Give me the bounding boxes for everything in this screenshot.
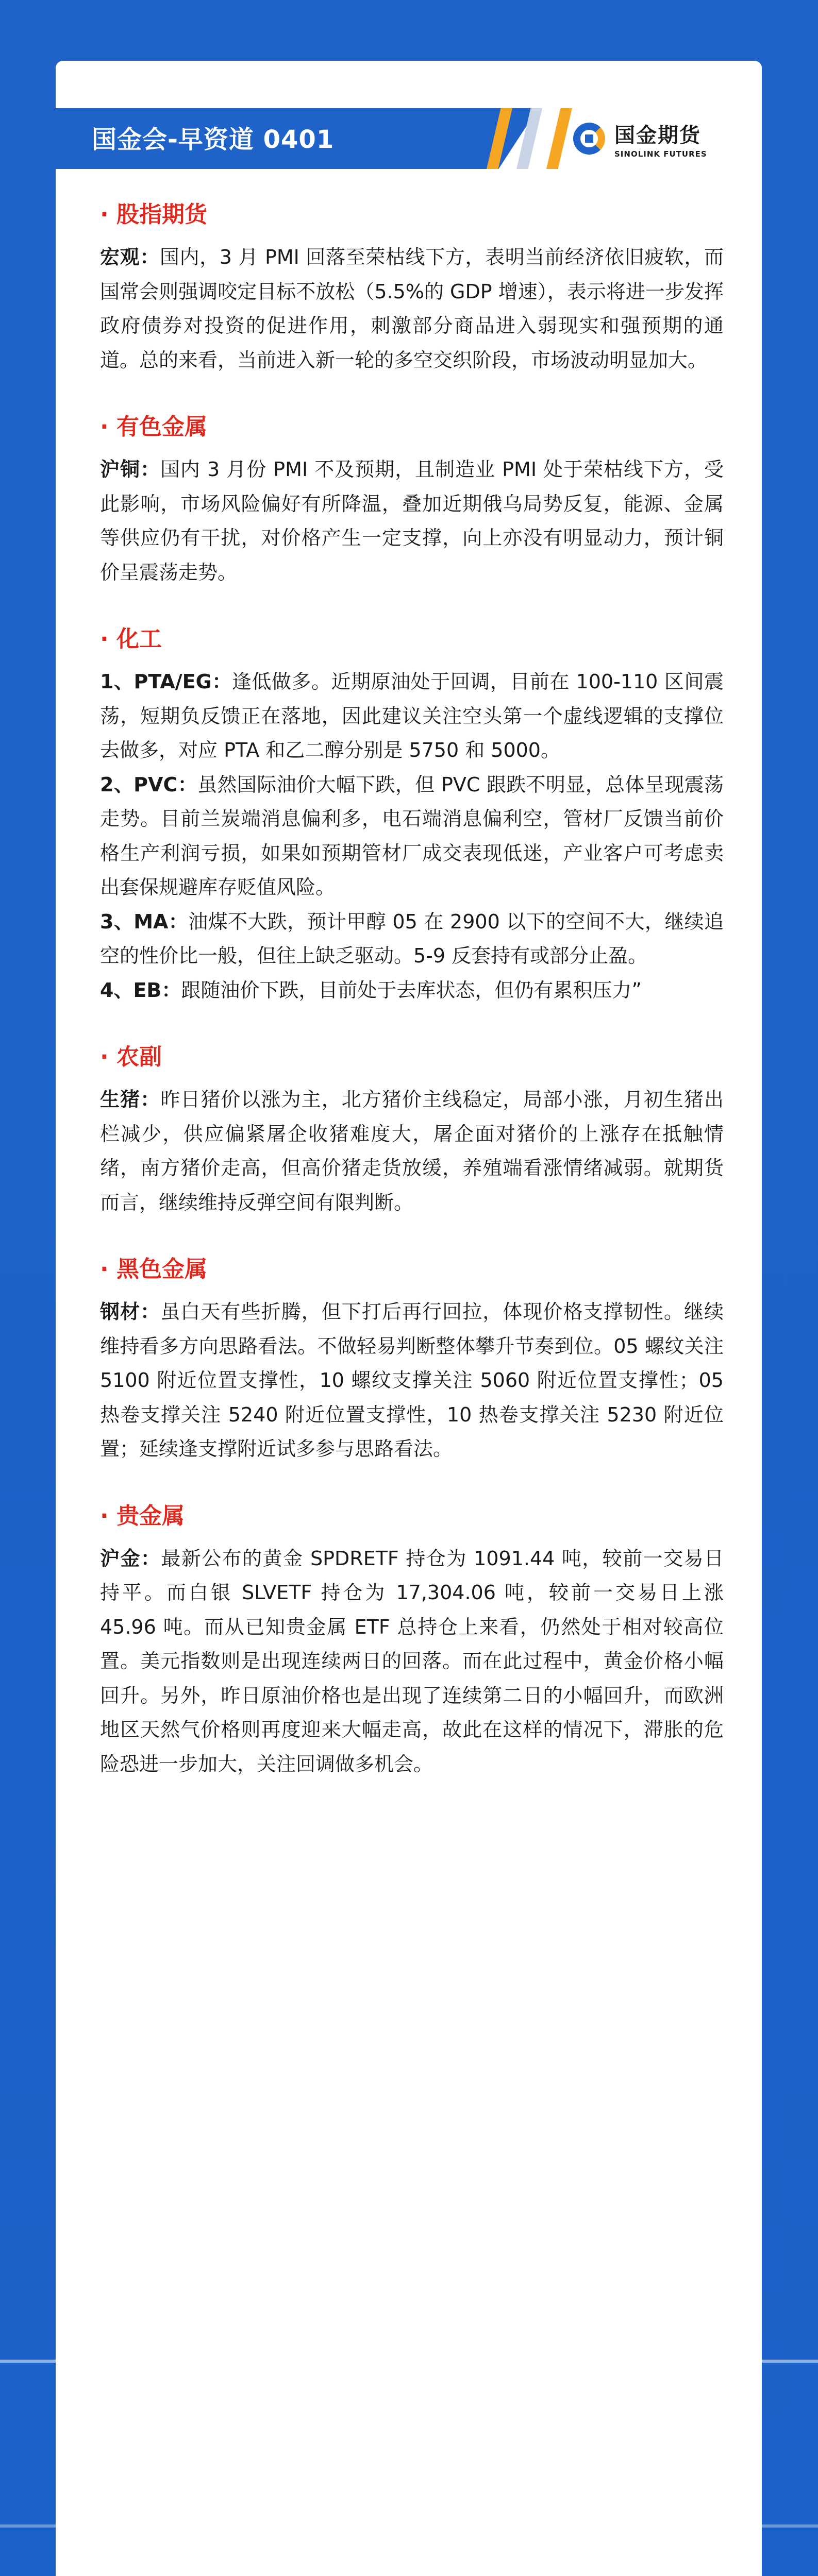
paragraph-lead: 3、MA： [100, 910, 189, 933]
section-paragraph [100, 973, 724, 1008]
section-paragraph [100, 1541, 724, 1782]
paragraph-text: 油煤不大跌，预计甲醇 05 在 2900 以下的空间不大，继续追空的性价比一般，但往上缺乏驱动。5-9 反套持有或部分止盈。 [100, 910, 724, 967]
paragraph-lead: 沪铜： [100, 458, 160, 481]
section-paragraph [100, 665, 724, 768]
section-title: · 黑色金属 [100, 1256, 208, 1282]
section-paragraph [100, 768, 724, 905]
company-logo [571, 116, 746, 161]
paragraph-text: 虽然国际油价大幅下跌，但 PVC 跟跌不明显，总体呈现震荡走势。目前兰炭端消息偏利多，电石端消息偏利空，管材厂反馈当前价格生产利润亏损，如果如预期管材厂成交表现低迷，产业客户可考虑卖出套保规避库存贬值风险。 [100, 773, 724, 899]
logo-name-en: SINOLINK FUTURES [614, 149, 707, 159]
decor-stripe [546, 108, 572, 169]
section-title: · 贵金属 [100, 1502, 185, 1529]
section-paragraph [100, 1295, 724, 1466]
section-nonferrous [100, 412, 724, 589]
paragraph-text: 国内，3 月 PMI 回落至荣枯线下方，表明当前经济依旧疲软，而国常会则强调咬定目标不放松（5.5%的 GDP 增速），表示将进一步发挥政府债券对投资的促进作用，刺激部分商品进入弱现实和强预期的通道。总的来看，当前进入新一轮的多空交织阶段，市场波动明显加大。 [100, 246, 724, 371]
paragraph-lead: 沪金： [100, 1547, 161, 1570]
section-paragraph [100, 452, 724, 589]
page-title: 国金会-早资道 0401 [92, 125, 335, 154]
section-title: · 有色金属 [100, 414, 208, 440]
logo-icon [571, 121, 607, 157]
paragraph-lead: 2、PVC： [100, 773, 198, 796]
section-paragraph [100, 905, 724, 973]
report-header [56, 97, 762, 174]
paragraph-lead: 钢材： [100, 1300, 161, 1323]
report-content [100, 200, 724, 1816]
logo-name-cn: 国金期货 [614, 123, 701, 147]
paragraph-lead: 1、PTA/EG： [100, 670, 232, 693]
paragraph-text: 国内 3 月份 PMI 不及预期，且制造业 PMI 处于荣枯线下方，受此影响，市场风险偏好有所降温，叠加近期俄乌局势反复，能源、金属等供应仍有干扰，对价格产生一定支撑，向上亦没有明显动力，预计铜价呈震荡走势。 [100, 458, 724, 584]
paragraph-text: 昨日猪价以涨为主，北方猪价主线稳定，局部小涨，月初生猪出栏减少，供应偏紧屠企收猪难度大，屠企面对猪价的上涨存在抵触情绪，南方猪价走高，但高价猪走货放缓，养殖端看涨情绪减弱。就期货而言，继续维持反弹空间有限判断。 [100, 1088, 724, 1214]
paragraph-text: 最新公布的黄金 SPDRETF 持仓为 1091.44 吨，较前一交易日持平。而白银 SLVETF 持仓为 17,304.06 吨，较前一交易日上涨 45.96 吨。而从已知贵金属 ETF 总持仓上来看，仍然处于相对较高位置。美元指数则是出现连续两日的回落。而在此过程中，黄金价格小幅回升。另外，昨日原油价格也是出现了连续第二日的小幅回升，而欧洲地区天然气价格则再度迎来大幅走高，故此在这样的情况下，滞胀的危险恐进一步加大，关注回调做多机会。 [100, 1547, 724, 1775]
section-paragraph [100, 240, 724, 377]
paragraph-lead: 生猪： [100, 1088, 161, 1111]
paragraph-text: 虽白天有些折腾，但下打后再行回拉，体现价格支撑韧性。继续维持看多方向思路看法。不做轻易判断整体攀升节奏到位。05 螺纹关注 5100 附近位置支撑性，10 螺纹支撑关注 5060 附近位置支撑性；05 热卷支撑关注 5240 附近位置支撑性，10 热卷支撑关注 5230 附近位置；延续逢支撑附近试多参与思路看法。 [100, 1300, 724, 1460]
section-chemicals [100, 624, 724, 1007]
section-paragraph [100, 1082, 724, 1219]
section-agri [100, 1042, 724, 1219]
paragraph-lead: 宏观： [100, 246, 160, 268]
section-title: · 农副 [100, 1044, 162, 1070]
paragraph-text: 跟随油价下跌，目前处于去库状态，但仍有累积压力” [181, 978, 642, 1002]
paragraph-text: 逢低做多。近期原油处于回调，目前在 100-110 区间震荡，短期负反馈正在落地，因此建议关注空头第一个虚线逻辑的支撑位去做多，对应 PTA 和乙二醇分别是 5750 和 5000。 [100, 670, 724, 761]
section-title: · 股指期货 [100, 201, 208, 228]
paragraph-lead: 4、EB： [100, 978, 181, 1002]
section-precious-metals [100, 1501, 724, 1782]
section-title: · 化工 [100, 626, 162, 652]
section-ferrous [100, 1255, 724, 1466]
report-card [56, 61, 762, 2576]
section-stock-index [100, 200, 724, 377]
